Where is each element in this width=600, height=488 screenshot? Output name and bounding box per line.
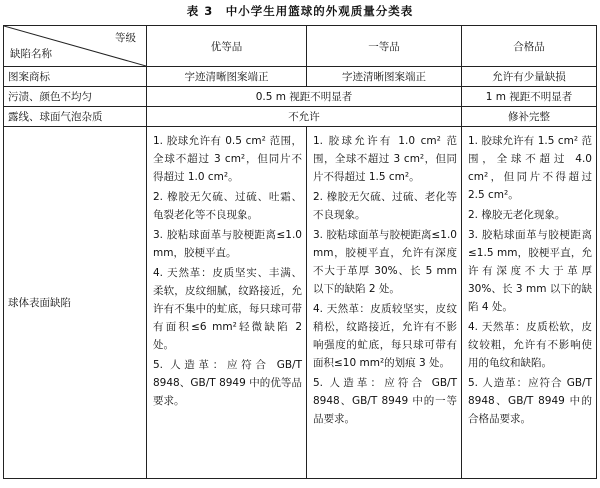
table-title: 表 3 中小学生用篮球的外观质量分类表 — [186, 4, 414, 18]
detail-item: 3. 胶粘球面革与胶梗距离≤1.0 mm，胶梗平直，允许有深度不大于革厚 30%、长 5 mm 以下的缺陷 2 处。 — [313, 229, 457, 295]
detail-item: 1. 胶球允许有 0.5 cm² 范围，全球不超过 3 cm²，但同片不得超过 1.0 cm²。 — [153, 135, 302, 183]
row-name: 图案商标 — [4, 67, 147, 87]
cell-premium-first: 不允许 — [147, 107, 462, 127]
table-row — [4, 67, 597, 87]
detail-item: 1. 胶球允许有 1.5 cm² 范围，全球不超过 4.0 cm²，但同片不得超过 2.5 cm²。 — [468, 135, 592, 201]
table-row — [4, 127, 597, 479]
cell-qualified: 允许有少量缺损 — [462, 67, 597, 87]
grade-label: 等级 — [115, 32, 136, 44]
quality-table — [3, 25, 597, 479]
detail-item: 5. 人造革：应符合 GB/T 8948、GB/T 8949 中的优等品要求。 — [153, 359, 302, 407]
detail-item: 3. 胶粘球面革与胶梗距离≤1.0 mm，胶梗平直。 — [153, 229, 302, 259]
cell-qualified-details — [462, 127, 597, 479]
table-row — [4, 87, 597, 107]
diagonal-header-cell — [4, 26, 147, 67]
cell-qualified: 1 m 视距不明显者 — [462, 87, 597, 107]
cell-first-details — [307, 127, 462, 479]
cell-first: 字迹清晰图案端正 — [307, 67, 462, 87]
detail-item: 2. 橡胶无欠硫、过硫、吐霜、龟裂老化等不良现象。 — [153, 191, 302, 221]
row-name: 污渍、颜色不均匀 — [4, 87, 147, 107]
detail-item: 3. 胶粘球面革与胶梗距离≤1.5 mm，胶梗平直，允许有深度不大于革厚 30%、长 3 mm 以下的缺陷 4 处。 — [468, 229, 592, 313]
detail-item: 2. 橡胶无老化现象。 — [468, 209, 566, 221]
header-col-qualified: 合格品 — [462, 26, 597, 67]
header-col-premium: 优等品 — [147, 26, 307, 67]
detail-item: 1. 胶球允许有 1.0 cm² 范围，全球不超过 3 cm²，但同片不得超过 1.5 cm²。 — [313, 135, 457, 183]
cell-qualified: 修补完整 — [462, 107, 597, 127]
header-col-first: 一等品 — [307, 26, 462, 67]
header-row — [4, 26, 597, 67]
detail-item: 2. 橡胶无欠硫、过硫、老化等不良现象。 — [313, 191, 457, 221]
defect-label: 缺陷名称 — [10, 48, 52, 60]
detail-item: 4. 天然革：皮质坚实、丰满、柔软，皮纹细腻，纹路接近，允许有不集中的虻底，每只球可带有面积≤6 mm²轻微缺陷 2 处。 — [153, 267, 302, 351]
row-name: 露线、球面气泡杂质 — [4, 107, 147, 127]
cell-premium-details — [147, 127, 307, 479]
cell-premium: 字迹清晰图案端正 — [147, 67, 307, 87]
detail-item: 5. 人造革：应符合 GB/T 8948、GB/T 8949 中的合格品要求。 — [468, 377, 592, 425]
detail-item: 4. 天然革：皮质松软，皮纹较粗，允许有不影响使用的龟纹和缺陷。 — [468, 321, 592, 369]
detail-item: 4. 天然革：皮质较坚实，皮纹稍松，纹路接近，允许有不影响强度的虻底，每只球可带有面积≤10 mm²的划痕 3 处。 — [313, 303, 457, 369]
detail-item: 5. 人造革：应符合 GB/T 8948、GB/T 8949 中的一等品要求。 — [313, 377, 457, 425]
cell-premium-first: 0.5 m 视距不明显者 — [147, 87, 462, 107]
table-row — [4, 107, 597, 127]
row-name: 球体表面缺陷 — [4, 127, 147, 479]
